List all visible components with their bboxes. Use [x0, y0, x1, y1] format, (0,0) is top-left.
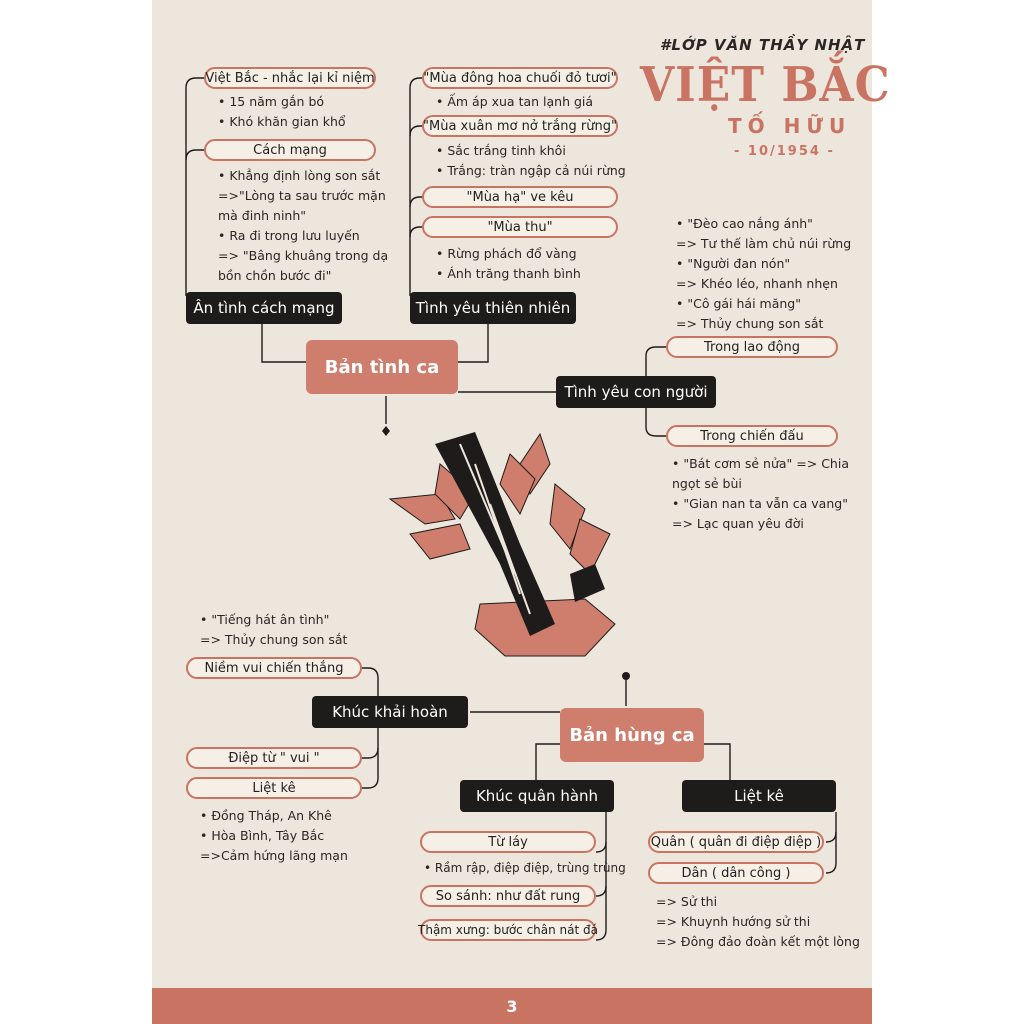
node-trong-chien-dau: Trong chiến đấu: [666, 425, 838, 447]
note-line: • Khó khăn gian khổ: [218, 114, 346, 129]
node-liet-ke-khai-hoan: Liệt kê: [186, 777, 362, 799]
note-line: • 15 năm gắn bó: [218, 94, 325, 109]
note-line: => Sử thi: [656, 894, 718, 909]
note-line: ngọt sẻ bùi: [672, 476, 742, 491]
flower-bud: [570, 564, 605, 602]
author: TỐ HỮU: [728, 114, 852, 138]
node-cach-mang: Cách mạng: [204, 139, 376, 161]
note-line: • "Bát cơm sẻ nửa" => Chia: [672, 456, 849, 471]
note-line: • Ấm áp xua tan lạnh giá: [436, 94, 594, 109]
node-mua-ha: "Mùa hạ" ve kêu: [422, 186, 618, 208]
node-liet-ke-hung-ca: Liệt kê: [682, 780, 836, 812]
notes-viet-bac: [218, 92, 346, 132]
notes-khai-hoan-bottom: [200, 806, 348, 866]
page-number: 3: [506, 996, 518, 1016]
note-line: bồn chồn bước đi": [218, 268, 332, 283]
node-mua-xuan: "Mùa xuân mơ nở trắng rừng": [422, 115, 618, 137]
note-line: • Khẳng định lòng son sắt: [218, 168, 381, 183]
notes-mua-dong: [436, 92, 593, 112]
note-line: • "Đèo cao nắng ánh": [676, 216, 813, 231]
hashtag: #LỚP VĂN THẦY NHẬT: [660, 36, 866, 54]
notes-con-nguoi-top: [676, 214, 851, 334]
notes-con-nguoi-bottom: [672, 454, 849, 534]
note-line: • Rừng phách đổ vàng: [436, 246, 577, 261]
node-ban-tinh-ca: Bản tình ca: [306, 340, 458, 394]
node-tinh-yeu-con-nguoi: Tình yêu con người: [556, 376, 716, 408]
note-line: • "Cô gái hái măng": [676, 296, 801, 311]
node-tu-lay: Từ láy: [420, 831, 596, 853]
node-tham-xung: Thậm xưng: bước chân nát đá: [420, 919, 596, 941]
note-line: => Lạc quan yêu đời: [672, 516, 804, 531]
notes-mua-xuan: [436, 141, 626, 181]
node-quan: Quân ( quân đi điệp điệp ): [648, 831, 824, 853]
note-line: • Ánh trăng thanh bình: [436, 266, 581, 281]
footer-bar: [152, 988, 872, 1024]
node-khuc-quan-hanh: Khúc quân hành: [460, 780, 614, 812]
note-line: => Thủy chung son sắt: [200, 632, 348, 647]
note-line: • Trắng: tràn ngập cả núi rừng: [436, 163, 626, 178]
note-line: =>Cảm hứng lãng mạn: [200, 848, 348, 863]
note-line: • Hòa Bình, Tây Bắc: [200, 828, 325, 843]
node-dan: Dân ( dân công ): [648, 862, 824, 884]
node-viet-bac-nhac-lai: Việt Bắc - nhắc lại kỉ niệm: [204, 67, 376, 89]
page-title: VIỆT BẮC: [640, 57, 891, 114]
node-ban-hung-ca: Bản hùng ca: [560, 708, 704, 762]
node-niem-vui-chien-thang: Niềm vui chiến thắng: [186, 657, 362, 679]
node-mua-thu: "Mùa thu": [422, 216, 618, 238]
note-line: => Đông đảo đoàn kết một lòng: [656, 934, 860, 949]
note-line: mà đinh ninh": [218, 208, 307, 223]
note-line: • "Tiếng hát ân tình": [200, 612, 330, 627]
notes-mua-thu: [436, 244, 581, 284]
note-line: • "Người đan nón": [676, 256, 791, 271]
node-an-tinh-cach-mang: Ân tình cách mạng: [186, 292, 342, 324]
node-tinh-yeu-thien-nhien: Tình yêu thiên nhiên: [410, 292, 576, 324]
note-line: => Khéo léo, nhanh nhẹn: [676, 276, 838, 291]
node-trong-lao-dong: Trong lao động: [666, 336, 838, 358]
note-line: => Thủy chung son sắt: [676, 316, 824, 331]
node-diep-tu-vui: Điệp từ " vui ": [186, 747, 362, 769]
note-line: =>"Lòng ta sau trước mặn: [218, 188, 386, 203]
node-khuc-khai-hoan: Khúc khải hoàn: [312, 696, 468, 728]
notes-khai-hoan-top: [200, 610, 347, 650]
petal-left-2: [410, 524, 470, 559]
note-line: • Ra đi trong lưu luyến: [218, 228, 360, 243]
note-line: => "Bâng khuâng trong dạ: [218, 248, 389, 263]
note-line: • Sắc trắng tinh khôi: [436, 143, 566, 158]
notes-liet-ke-hung-ca: [656, 892, 860, 952]
note-line: => Tư thế làm chủ núi rừng: [676, 236, 852, 251]
node-so-sanh: So sánh: như đất rung: [420, 885, 596, 907]
note-line: • Đồng Tháp, An Khê: [200, 808, 332, 823]
dot-marker-bottom: [622, 672, 630, 680]
node-mua-dong: "Mùa đông hoa chuối đỏ tươi": [422, 67, 618, 89]
date: - 10/1954 -: [734, 144, 835, 159]
notes-cach-mang: [218, 166, 388, 286]
note-tu-lay: • Rầm rập, điệp điệp, trùng trùng: [424, 861, 626, 875]
banana-flower-illustration: [380, 424, 630, 664]
note-line: • "Gian nan ta vẫn ca vang": [672, 496, 848, 511]
note-line: => Khuynh hướng sử thi: [656, 914, 811, 929]
